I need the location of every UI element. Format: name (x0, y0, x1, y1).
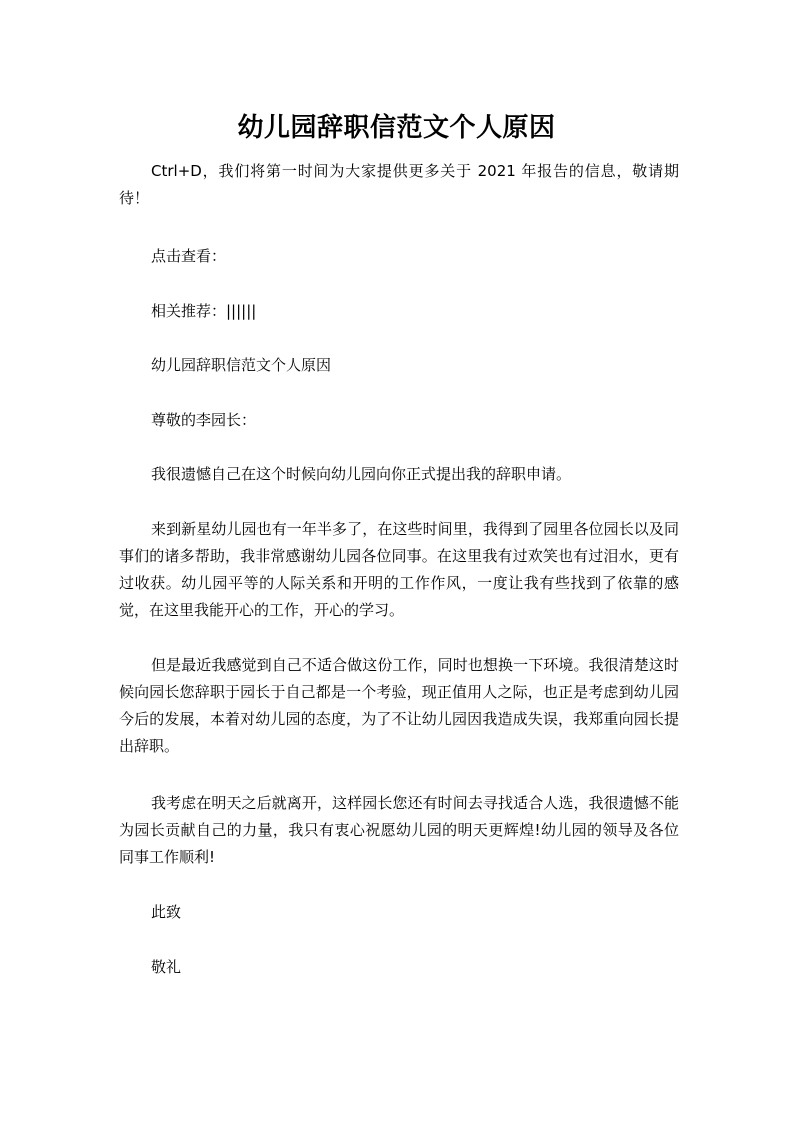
related-recommend-line: 相关推荐：|||||| (151, 302, 257, 320)
closing-line-1: 此致 (151, 903, 182, 921)
salutation-line: 尊敬的李园长： (151, 411, 257, 429)
body-paragraph-3: 但是最近我感觉到自己不适合做这份工作，同时也想换一下环境。我很清楚这时候向园长您辞职于园长于自己都是一个考验，现正值用人之际，也正是考虑到幼儿园今后的发展，本着对幼儿园的态度，为了不让幼儿园因我造成失误，我郑重向园长提出辞职。 (119, 656, 679, 755)
intro-paragraph: Ctrl+D，我们将第一时间为大家提供更多关于 2021 年报告的信息，敬请期待！ (119, 162, 679, 207)
body-paragraph-4: 我考虑在明天之后就离开，这样园长您还有时间去寻找适合人选，我很遗憾不能为园长贡献自己的力量，我只有衷心祝愿幼儿园的明天更辉煌!幼儿园的领导及各位同事工作顺利! (119, 794, 679, 866)
body-paragraph-2: 来到新星幼儿园也有一年半多了，在这些时间里，我得到了园里各位园长以及同事们的诸多帮助，我非常感谢幼儿园各位同事。在这里我有过欢笑也有过泪水，更有过收获。幼儿园平等的人际关系和开明的工作作风，一度让我有些找到了依靠的感觉，在这里我能开心的工作，开心的学习。 (119, 520, 679, 619)
subtitle-line: 幼儿园辞职信范文个人原因 (151, 356, 332, 374)
body-paragraph-1: 我很遗憾自己在这个时候向幼儿园向你正式提出我的辞职申请。 (151, 465, 572, 483)
click-to-view-line: 点击查看： (151, 247, 227, 265)
document-title: 幼儿园辞职信范文个人原因 (237, 113, 556, 143)
closing-line-2: 敬礼 (151, 958, 182, 976)
